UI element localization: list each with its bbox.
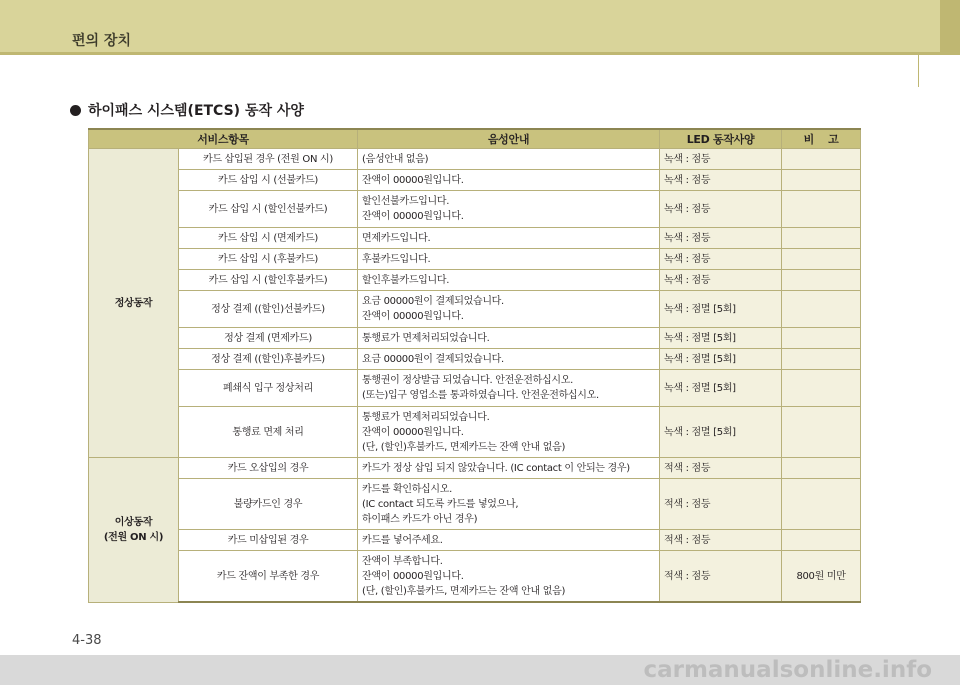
led-spec-cell: 녹색 : 점멸 [5회] (660, 349, 782, 370)
led-spec-cell: 적색 : 점등 (660, 479, 782, 530)
service-item-cell: 카드 삽입 시 (면제카드) (179, 228, 358, 249)
voice-guide-line: 잔액이 부족합니다. (362, 555, 443, 567)
table-body (89, 149, 861, 603)
service-item-cell: 카드 삽입 시 (할인선불카드) (179, 191, 358, 228)
voice-guide-line: 잔액이 00000원입니다. (362, 174, 464, 186)
table-row (89, 479, 861, 530)
voice-guide-cell (358, 530, 660, 551)
led-spec-cell: 녹색 : 점멸 [5회] (660, 370, 782, 407)
service-item-cell: 카드 미삽입된 경우 (179, 530, 358, 551)
service-item-cell: 카드 잔액이 부족한 경우 (179, 551, 358, 603)
etcs-spec-table (88, 128, 861, 603)
table-row (89, 370, 861, 407)
table-row (89, 349, 861, 370)
voice-guide-line: 잔액이 00000원입니다. (362, 311, 464, 322)
category-label: (전원 ON 시) (103, 531, 164, 543)
voice-guide-line: 잔액이 00000원입니다. (362, 211, 464, 222)
voice-guide-line: (음성안내 없음) (362, 153, 429, 165)
bullet-icon (70, 105, 81, 116)
category-label: 정상동작 (114, 297, 153, 309)
voice-guide-cell (358, 349, 660, 370)
note-cell (782, 328, 861, 349)
col-header-voice: 음성안내 (358, 129, 660, 149)
note-cell: 800원 미만 (782, 551, 861, 603)
voice-guide-cell (358, 551, 660, 603)
table-row (89, 291, 861, 328)
note-cell (782, 149, 861, 170)
service-item-cell: 카드 삽입 시 (할인후불카드) (179, 270, 358, 291)
service-item-cell: 카드 삽입 시 (선불카드) (179, 170, 358, 191)
table-row (89, 551, 861, 603)
note-cell (782, 291, 861, 328)
voice-guide-line: 통행료가 면제처리되었습니다. (362, 332, 490, 344)
col-header-service: 서비스항목 (89, 129, 358, 149)
voice-guide-cell (358, 291, 660, 328)
note-cell (782, 370, 861, 407)
table-row (89, 328, 861, 349)
led-spec-cell: 적색 : 점등 (660, 458, 782, 479)
header-corner-block (940, 0, 960, 55)
table-row (89, 249, 861, 270)
service-item-cell: 불량카드인 경우 (179, 479, 358, 530)
led-spec-cell: 적색 : 점등 (660, 551, 782, 603)
led-spec-cell: 녹색 : 점등 (660, 249, 782, 270)
table-header-row (89, 129, 861, 149)
led-spec-cell: 녹색 : 점멸 [5회] (660, 407, 782, 458)
table-row (89, 228, 861, 249)
voice-guide-cell (358, 249, 660, 270)
note-cell (782, 191, 861, 228)
led-spec-cell: 녹색 : 점등 (660, 270, 782, 291)
note-cell (782, 228, 861, 249)
note-cell (782, 349, 861, 370)
category-cell (89, 458, 179, 603)
voice-guide-line: (또는)입구 영업소를 통과하였습니다. 안전운전하십시오. (362, 390, 599, 401)
voice-guide-line: 할인선불카드입니다. (362, 196, 450, 207)
table-row (89, 530, 861, 551)
table-row (89, 270, 861, 291)
voice-guide-line: (IC contact 되도록 카드를 넣었으나, (362, 498, 519, 510)
note-cell (782, 170, 861, 191)
voice-guide-cell (358, 270, 660, 291)
note-cell (782, 479, 861, 530)
voice-guide-cell (358, 479, 660, 530)
service-item-cell: 폐쇄식 입구 정상처리 (179, 370, 358, 407)
voice-guide-line: 카드를 확인하십시오. (362, 483, 453, 495)
note-cell (782, 407, 861, 458)
voice-guide-line: 카드를 넣어주세요. (362, 534, 443, 546)
led-spec-cell: 녹색 : 점멸 [5회] (660, 291, 782, 328)
voice-guide-line: 잔액이 00000원입니다. (362, 426, 464, 438)
service-item-cell: 카드 삽입 시 (후불카드) (179, 249, 358, 270)
voice-guide-line: 카드가 정상 삽입 되지 않았습니다. (IC contact 이 안되는 경우) (362, 462, 630, 474)
col-header-led: LED 동작사양 (660, 129, 782, 149)
led-spec-cell: 녹색 : 점등 (660, 149, 782, 170)
voice-guide-cell (358, 370, 660, 407)
voice-guide-line: 요금 00000원이 결제되었습니다. (362, 296, 504, 307)
service-item-cell: 통행료 면제 처리 (179, 407, 358, 458)
voice-guide-line: 할인후불카드입니다. (362, 274, 450, 286)
col-header-note: 비 고 (782, 129, 861, 149)
voice-guide-cell (358, 407, 660, 458)
voice-guide-cell (358, 228, 660, 249)
service-item-cell: 카드 오삽입의 경우 (179, 458, 358, 479)
voice-guide-cell (358, 170, 660, 191)
table-row (89, 149, 861, 170)
table-row (89, 170, 861, 191)
watermark-text: carmanualsonline.info (643, 657, 932, 683)
section-title (70, 100, 304, 120)
voice-guide-cell (358, 191, 660, 228)
category-label: 이상동작 (114, 516, 153, 528)
voice-guide-line: 하이패스 카드가 아닌 경우) (362, 513, 478, 525)
voice-guide-line: 후불카드입니다. (362, 253, 431, 265)
voice-guide-line: (단, (할인)후불카드, 면제카드는 잔액 안내 없음) (362, 585, 566, 597)
header-stripe (0, 52, 960, 55)
note-cell (782, 458, 861, 479)
voice-guide-line: 면제카드입니다. (362, 232, 431, 244)
page-number: 4-38 (72, 633, 102, 648)
led-spec-cell: 녹색 : 점등 (660, 191, 782, 228)
watermark-band (0, 655, 960, 685)
voice-guide-line: 잔액이 00000원입니다. (362, 570, 464, 582)
voice-guide-line: 통행권이 정상발급 되었습니다. 안전운전하십시오. (362, 375, 573, 386)
voice-guide-cell (358, 149, 660, 170)
table-row (89, 407, 861, 458)
header-band (0, 0, 960, 52)
led-spec-cell: 녹색 : 점등 (660, 170, 782, 191)
note-cell (782, 530, 861, 551)
header-vertical-line (918, 55, 919, 87)
page-header-title: 편의 장치 (72, 33, 131, 49)
note-cell (782, 270, 861, 291)
table-row (89, 458, 861, 479)
service-item-cell: 정상 결제 (면제카드) (179, 328, 358, 349)
table-row (89, 191, 861, 228)
voice-guide-line: 통행료가 면제처리되었습니다. (362, 411, 490, 423)
led-spec-cell: 녹색 : 점등 (660, 228, 782, 249)
category-cell (89, 149, 179, 458)
note-cell (782, 249, 861, 270)
service-item-cell: 정상 결제 ((할인)후불카드) (179, 349, 358, 370)
voice-guide-cell (358, 328, 660, 349)
led-spec-cell: 녹색 : 점멸 [5회] (660, 328, 782, 349)
voice-guide-line: (단, (할인)후불카드, 면제카드는 잔액 안내 없음) (362, 441, 566, 453)
service-item-cell: 카드 삽입된 경우 (전원 ON 시) (179, 149, 358, 170)
voice-guide-line: 요금 00000원이 결제되었습니다. (362, 353, 504, 365)
voice-guide-cell (358, 458, 660, 479)
led-spec-cell: 적색 : 점등 (660, 530, 782, 551)
service-item-cell: 정상 결제 ((할인)선불카드) (179, 291, 358, 328)
section-title-text: 하이패스 시스템(ETCS) 동작 사양 (88, 103, 304, 119)
